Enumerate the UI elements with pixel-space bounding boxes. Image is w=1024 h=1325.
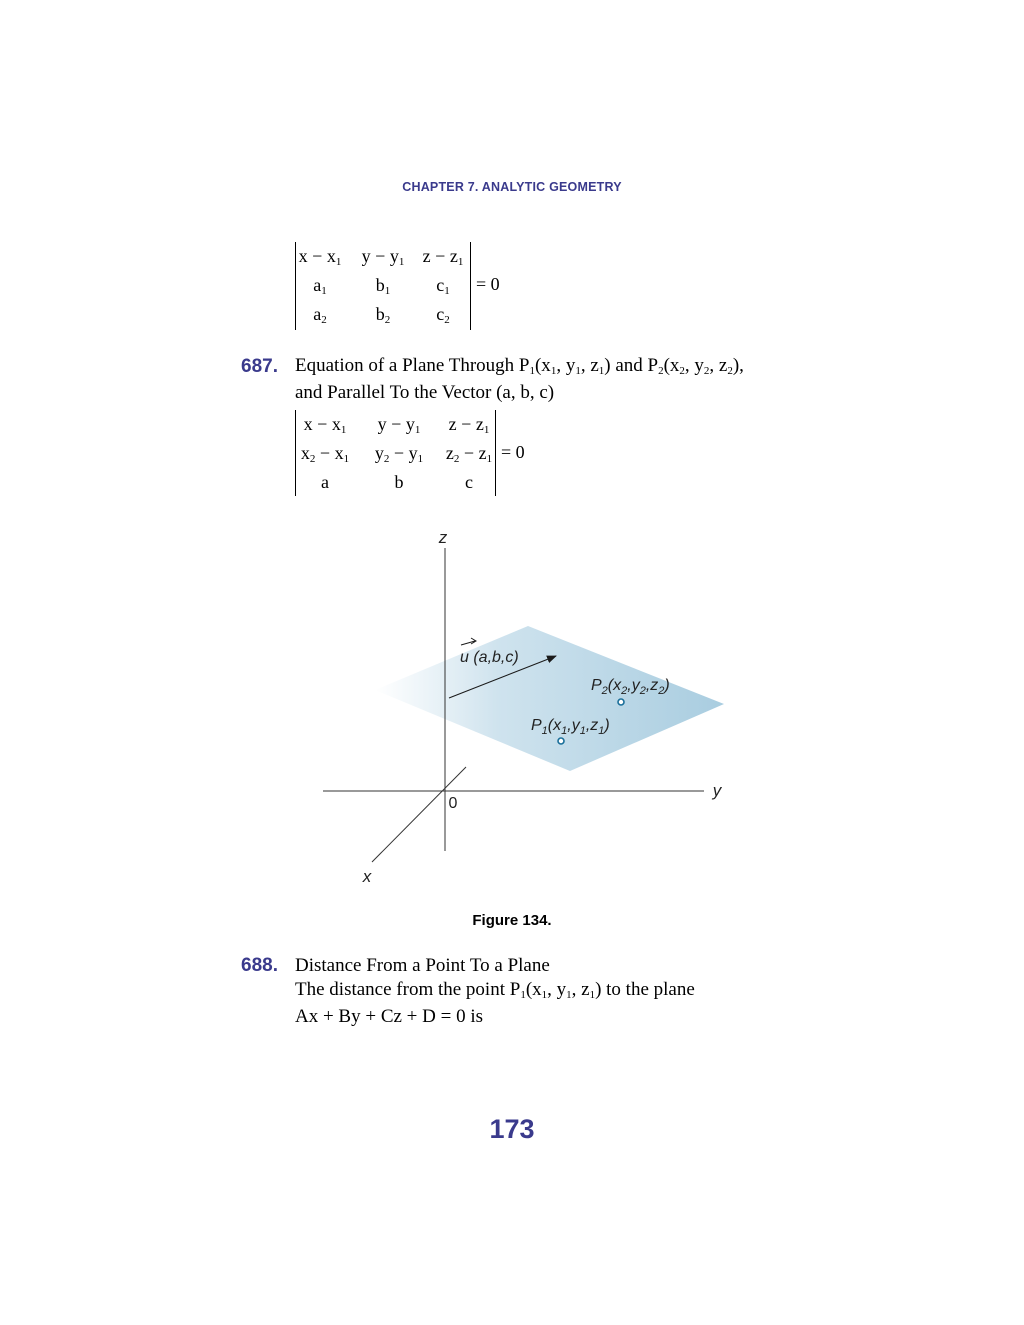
- item-687-title-line-1: Equation of a Plane Through $P_1(x_1$, $y_1$, $z_1$) and $P_2(x_2$, $y_2$, $z_2$),: [295, 355, 744, 377]
- matrix-cell: $x - x_1$: [298, 246, 342, 268]
- matrix-cell: $c_2$: [436, 304, 450, 326]
- item-688-text-line-2: Ax + By + Cz + D = 0 is: [295, 1006, 484, 1027]
- x-axis: [372, 767, 466, 862]
- matrix-cell: $x_2 - x_1$: [300, 443, 350, 465]
- item-number-687: 687.: [241, 356, 278, 377]
- figure-caption: Figure 134.: [472, 912, 552, 929]
- point-p1: [558, 738, 564, 744]
- matrix-cell: $y - y_1$: [377, 414, 421, 436]
- p2-text: $P_2(x_2,y_2,z_2)$: [591, 677, 670, 697]
- matrix-cell: $z - z_1$: [448, 414, 490, 436]
- plane: [375, 626, 724, 771]
- point-p2: [618, 699, 624, 705]
- z-axis-label: z: [438, 528, 448, 547]
- page-number: 173: [489, 1114, 535, 1144]
- matrix-cell: $z - z_1$: [422, 246, 464, 268]
- matrix-cell: $a_1$: [313, 275, 327, 297]
- p1-text: $P_1(x_1,y_1,z_1)$: [531, 717, 610, 737]
- running-header: CHAPTER 7. ANALYTIC GEOMETRY: [402, 180, 622, 194]
- matrix-cell: $z_2 - z_1$: [445, 443, 493, 465]
- origin-label: 0: [448, 795, 458, 812]
- matrix-cell: b: [394, 472, 404, 492]
- matrix-cell: $a_2$: [313, 304, 327, 326]
- matrix-cell: c: [465, 472, 473, 492]
- y-axis-label: y: [712, 781, 722, 800]
- matrix-cell: $y_2 - y_1$: [374, 443, 424, 465]
- item-number-688: 688.: [241, 955, 278, 976]
- vector-u-label: u (a,b,c): [460, 649, 519, 666]
- matrix-cell: $y - y_1$: [361, 246, 405, 268]
- item-687-title-line-2: and Parallel To the Vector (a, b, c): [295, 382, 555, 403]
- item-688-title: Distance From a Point To a Plane: [295, 955, 550, 976]
- matrix-cell: $x - x_1$: [303, 414, 347, 436]
- item-688-text-line-1: The distance from the point $P_1(x_1$, $y_1$, $z_1$) to the plane: [295, 979, 695, 1001]
- matrix-cell: $c_1$: [436, 275, 450, 297]
- matrix-cell: $b_1$: [375, 275, 391, 297]
- equals-zero: = 0: [501, 442, 525, 462]
- matrix-cell: a: [321, 472, 329, 492]
- equals-zero: = 0: [476, 274, 500, 294]
- x-axis-label: x: [362, 867, 372, 886]
- matrix-cell: $b_2$: [375, 304, 391, 326]
